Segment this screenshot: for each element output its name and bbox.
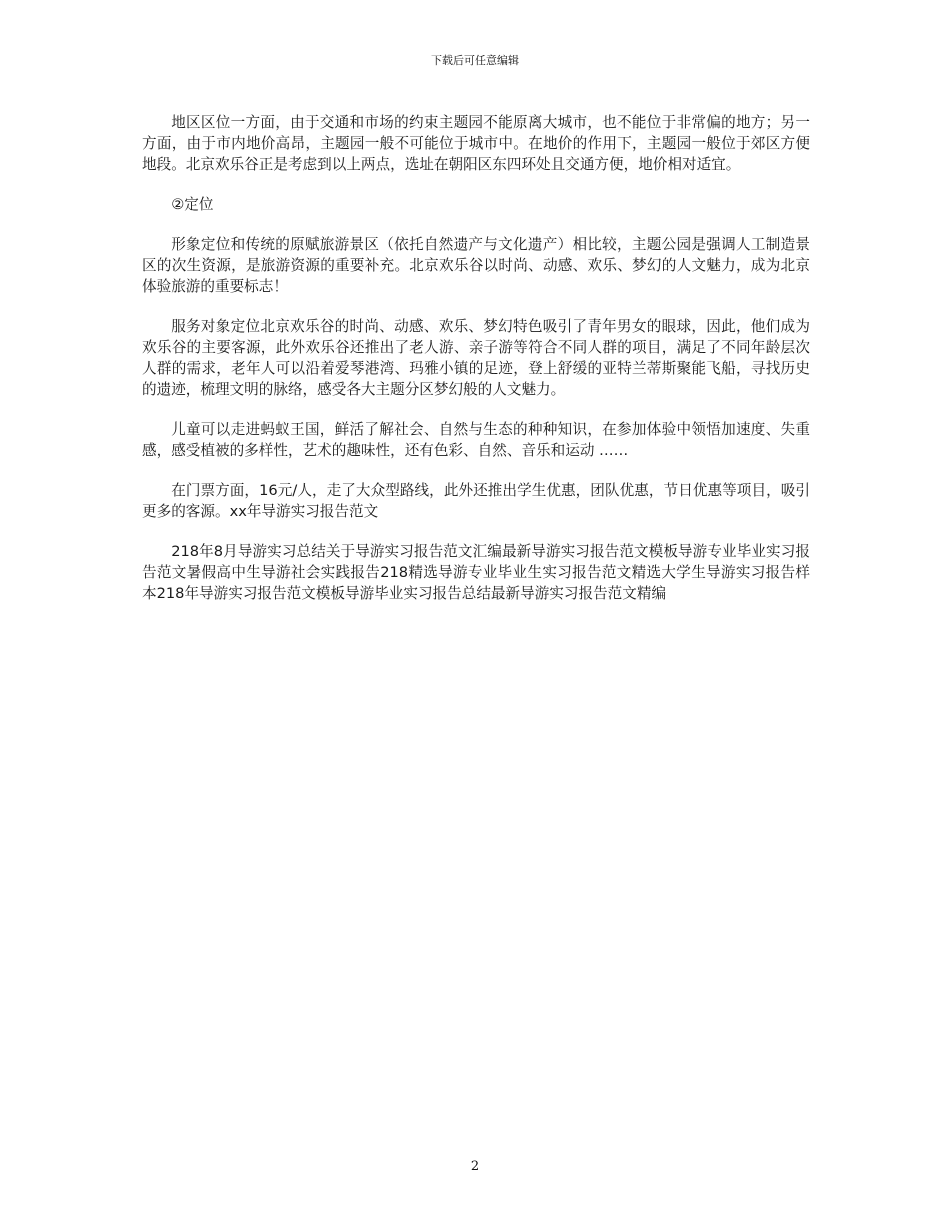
paragraph-related-articles: 218年8月导游实习总结关于导游实习报告范文汇编最新导游实习报告范文模板导游专业毕业实习报告范文暑假高中生导游社会实践报告218精选导游专业毕业生实习报告范文精选大学生导游实习报告样本218年导游实习报告范文模板导游毕业实习报告总结最新导游实习报告范文精编 <box>142 543 810 602</box>
paragraph-location: 地区区位一方面，由于交通和市场的约束主题园不能原离大城市，也不能位于非常偏的地方；另一方面，由于市内地价高昂，主题园一般不可能位于城市中。在地价的作用下，主题园一般位于郊区方便地段。北京欢乐谷正是考虑到以上两点，选址在朝阳区东四环处且交通方便，地价相对适宜。 <box>142 114 810 173</box>
paragraph-children: 儿童可以走进蚂蚁王国，鲜活了解社会、自然与生态的种种知识，在参加体验中领悟加速度、失重感，感受植被的多样性，艺术的趣味性，还有色彩、自然、音乐和运动 …… <box>142 421 810 459</box>
page-header: 下载后可任意编辑 <box>431 54 519 67</box>
paragraph-tickets: 在门票方面，16元/人，走了大众型路线，此外还推出学生优惠，团队优惠，节日优惠等项目，吸引更多的客源。xx年导游实习报告范文 <box>142 482 810 520</box>
paragraph-positioning-heading: ②定位 <box>171 196 214 213</box>
paragraph-audience-positioning: 服务对象定位北京欢乐谷的时尚、动感、欢乐、梦幻特色吸引了青年男女的眼球，因此，他们成为欢乐谷的主要客源，此外欢乐谷还推出了老人游、亲子游等符合不同人群的项目，满足了不同年龄层次人群的需求，老年人可以沿着爱琴港湾、玛雅小镇的足迹，登上舒缓的亚特兰蒂斯聚能飞船，寻找历史的遗迹，梳理文明的脉络，感受各大主题分区梦幻般的人文魅力。 <box>142 318 810 398</box>
page-number: 2 <box>470 1159 480 1174</box>
document-body <box>142 112 810 623</box>
paragraph-image-positioning: 形象定位和传统的原赋旅游景区（依托自然遗产与文化遗产）相比较，主题公园是强调人工制造景区的次生资源，是旅游资源的重要补充。北京欢乐谷以时尚、动感、欢乐、梦幻的人文魅力，成为北京体验旅游的重要标志！ <box>142 236 810 295</box>
